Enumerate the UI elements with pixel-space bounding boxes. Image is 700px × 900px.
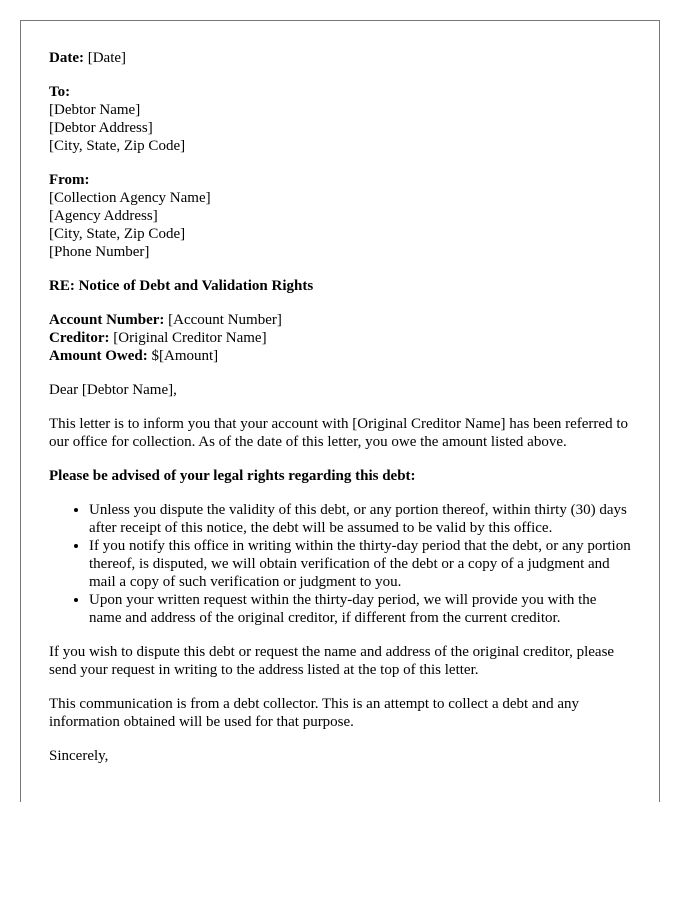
debtor-city-state-zip: [City, State, Zip Code] — [49, 138, 186, 154]
account-details — [49, 311, 631, 365]
debtor-address: [Debtor Address] — [49, 120, 153, 136]
account-number-value: [Account Number] — [164, 312, 282, 328]
letter-page — [20, 20, 660, 802]
salutation: Dear [Debtor Name], — [49, 382, 177, 398]
rights-heading: Please be advised of your legal rights regarding this debt: — [49, 468, 416, 484]
rights-list — [49, 501, 631, 627]
rights-list-item: • Upon your written request within the thirty-day period, we will provide you with the name and address of the original creditor, if different from the current creditor. — [89, 591, 631, 627]
creditor-line — [49, 329, 631, 347]
agency-name: [Collection Agency Name] — [49, 190, 211, 206]
account-number-label: Account Number: — [49, 312, 165, 328]
rights-list-item: • Unless you dispute the validity of this debt, or any portion thereof, within thirty (30) days after receipt of this notice, the debt will be assumed to be valid by this office. — [89, 501, 631, 537]
amount-owed-value: $[Amount] — [147, 348, 219, 364]
rights-list-item: • If you notify this office in writing within the thirty-day period that the debt, or any portion thereof, is disputed, we will obtain verification of the debt or a copy of a judgment and mail a copy of such verification or judgment to you. — [89, 537, 631, 591]
agency-address: [Agency Address] — [49, 208, 158, 224]
agency-city-state-zip: [City, State, Zip Code] — [49, 226, 186, 242]
debtor-name: [Debtor Name] — [49, 102, 141, 118]
intro-paragraph: This letter is to inform you that your account with [Original Creditor Name] has been referred to our office for collection. As of the date of this letter, you owe the amount listed above. — [49, 416, 628, 450]
recipient-block — [49, 83, 631, 155]
disclosure-paragraph: This communication is from a debt collector. This is an attempt to collect a debt and any information obtained will be used for that purpose. — [49, 696, 580, 730]
creditor-value: [Original Creditor Name] — [109, 330, 267, 346]
account-number-line — [49, 311, 631, 329]
date-line — [49, 49, 631, 67]
sender-block — [49, 171, 631, 261]
closing: Sincerely, — [49, 748, 109, 764]
to-label: To: — [49, 84, 71, 100]
subject-line: RE: Notice of Debt and Validation Rights — [49, 278, 314, 294]
amount-owed-line — [49, 347, 631, 365]
date-value: [Date] — [83, 50, 127, 66]
amount-owed-label: Amount Owed: — [49, 348, 148, 364]
dispute-paragraph: If you wish to dispute this debt or request the name and address of the original creditor, please send your request in writing to the address listed at the top of this letter. — [49, 644, 615, 678]
creditor-label: Creditor: — [49, 330, 110, 346]
from-label: From: — [49, 172, 90, 188]
agency-phone: [Phone Number] — [49, 244, 150, 260]
date-label: Date: — [49, 50, 84, 66]
